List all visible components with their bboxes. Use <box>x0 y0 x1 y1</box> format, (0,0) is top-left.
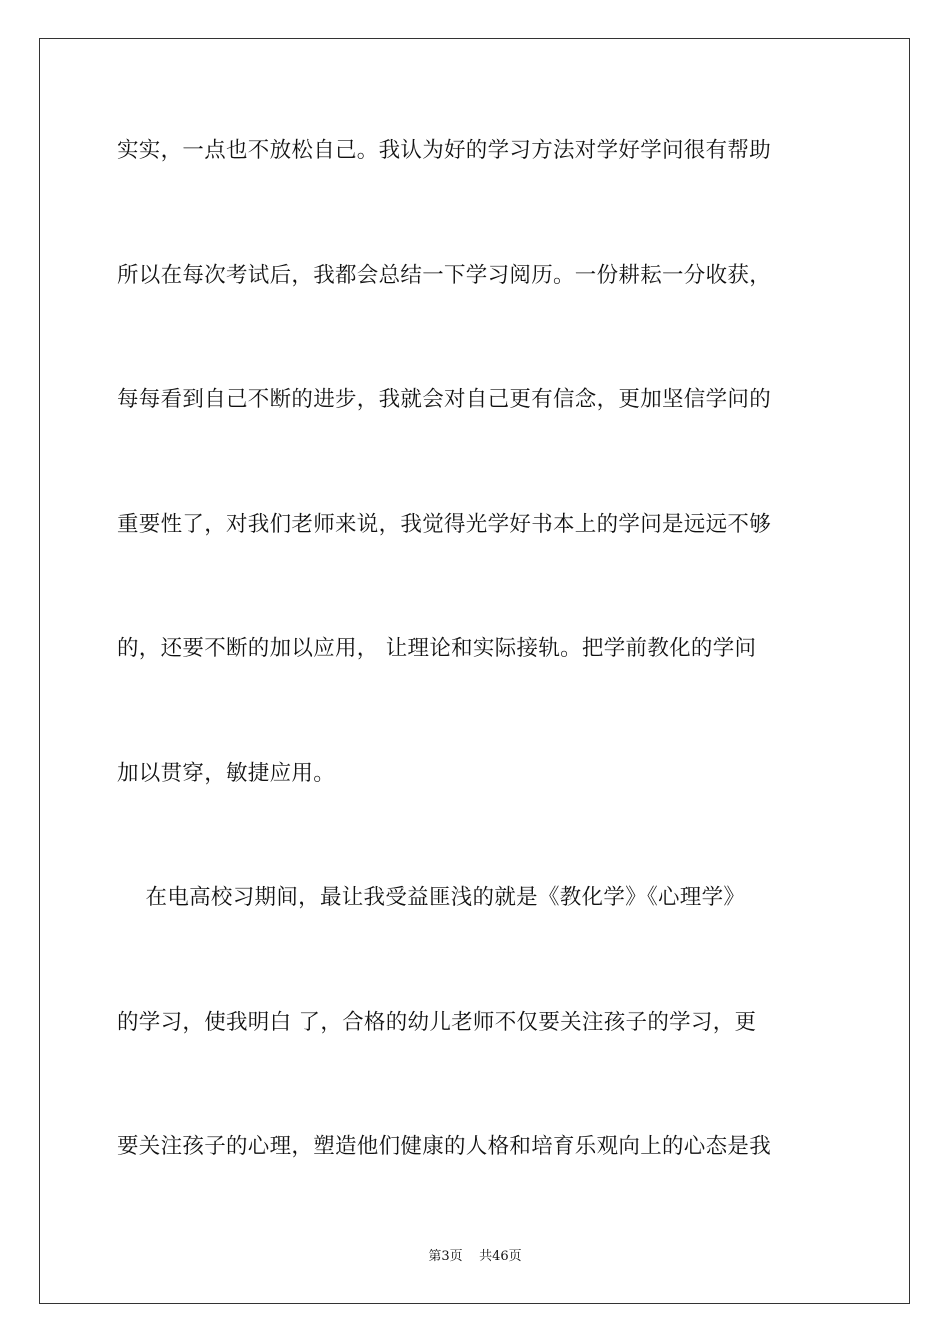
page-footer <box>0 1248 950 1266</box>
body-text-line: 重要性了，对我们老师来说，我觉得光学好书本上的学问是远远不够 <box>117 512 772 537</box>
page-number: 第3页 <box>428 1249 463 1264</box>
page-total: 共46页 <box>479 1249 522 1264</box>
body-text-line: 加以贯穿，敏捷应用。 <box>117 761 336 786</box>
body-text-line: 要关注孩子的心理，塑造他们健康的人格和培育乐观向上的心态是我 <box>117 1134 772 1159</box>
body-text-line: 在电高校习期间，最让我受益匪浅的就是《教化学》《心理学》 <box>117 885 746 910</box>
body-text-line: 的学习，使我明白 了，合格的幼儿老师不仅要关注孩子的学习，更 <box>117 1010 757 1035</box>
body-text-line: 的，还要不断的加以应用， 让理论和实际接轨。把学前教化的学问 <box>117 636 757 661</box>
body-text-line: 每每看到自己不断的进步，我就会对自己更有信念，更加坚信学问的 <box>117 387 772 412</box>
body-text-line: 所以在每次考试后，我都会总结一下学习阅历。一份耕耘一分收获， <box>117 263 772 288</box>
page-frame <box>39 38 910 1304</box>
body-text-line: 实实，一点也不放松自己。我认为好的学习方法对学好学问很有帮助 <box>117 138 772 163</box>
